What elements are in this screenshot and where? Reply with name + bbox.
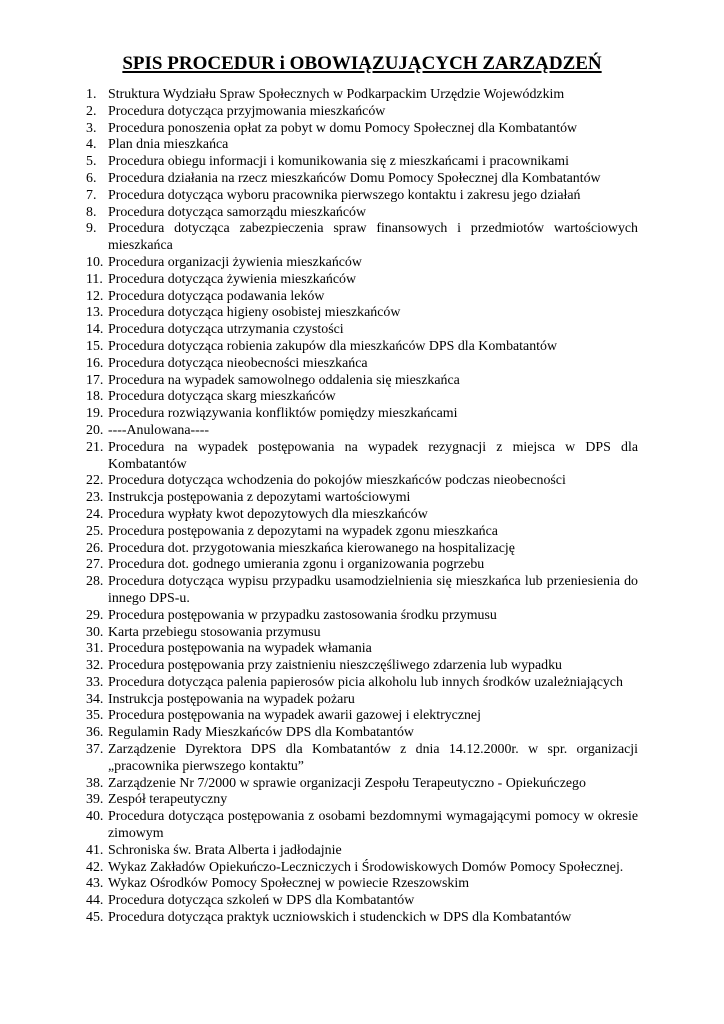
list-item-text: Procedura dotycząca palenia papierosów picia alkoholu lub innych środków uzależniających xyxy=(108,674,623,690)
list-item-number: 37. xyxy=(86,742,104,758)
list-item xyxy=(86,625,638,642)
list-item-text: Procedura dotycząca higieny osobistej mieszkańców xyxy=(108,305,401,321)
list-item-text: Procedura na wypadek postępowania na wypadek rezygnacji z miejsca w DPS dla Kombatantów xyxy=(108,439,638,472)
list-item-number: 2. xyxy=(86,103,97,119)
list-item xyxy=(86,574,638,608)
list-item xyxy=(86,708,638,725)
list-item xyxy=(86,692,638,709)
list-item-number: 21. xyxy=(86,439,104,455)
list-item-text: Procedura dotycząca praktyk uczniowskich i studenckich w DPS dla Kombatantów xyxy=(108,910,572,926)
list-item-number: 24. xyxy=(86,506,104,522)
list-item xyxy=(86,843,638,860)
list-item-text: Procedura dotycząca szkoleń w DPS dla Kombatantów xyxy=(108,893,415,909)
list-item-number: 39. xyxy=(86,792,104,808)
list-item-number: 35. xyxy=(86,708,104,724)
list-item xyxy=(86,289,638,306)
list-item xyxy=(86,776,638,793)
list-item-number: 23. xyxy=(86,490,104,506)
list-item xyxy=(86,137,638,154)
list-item-text: Wykaz Zakładów Opiekuńczo-Leczniczych i Środowiskowych Domów Pomocy Społecznej. xyxy=(108,859,624,875)
procedure-list xyxy=(86,87,638,927)
list-item-text: Procedura dot. godnego umierania zgonu i organizowania pogrzebu xyxy=(108,557,485,573)
list-item xyxy=(86,440,638,474)
list-item xyxy=(86,557,638,574)
list-item xyxy=(86,675,638,692)
list-item-text: Procedura dotycząca utrzymania czystości xyxy=(108,322,344,338)
document-title: SPIS PROCEDUR i OBOWIĄZUJĄCYCH ZARZĄDZEŃ xyxy=(122,53,602,74)
list-item-number: 19. xyxy=(86,406,104,422)
list-item-text: Zespół terapeutyczny xyxy=(108,792,228,808)
list-item-number: 42. xyxy=(86,859,104,875)
list-item-number: 33. xyxy=(86,674,104,690)
list-item-number: 41. xyxy=(86,842,104,858)
list-item xyxy=(86,910,638,927)
list-item-number: 29. xyxy=(86,607,104,623)
list-item-number: 5. xyxy=(86,154,97,170)
list-item xyxy=(86,356,638,373)
list-item-number: 36. xyxy=(86,725,104,741)
list-item-number: 30. xyxy=(86,624,104,640)
list-item-number: 38. xyxy=(86,775,104,791)
list-item-number: 40. xyxy=(86,809,104,825)
list-item xyxy=(86,154,638,171)
list-item-number: 18. xyxy=(86,389,104,405)
list-item-text: Procedura dotycząca przyjmowania mieszkańców xyxy=(108,103,386,119)
list-item xyxy=(86,104,638,121)
list-item-number: 15. xyxy=(86,338,104,354)
list-item xyxy=(86,742,638,776)
list-item-text: Struktura Wydziału Spraw Społecznych w Podkarpackim Urzędzie Wojewódzkim xyxy=(108,87,565,102)
list-item-text: Procedura dotycząca samorządu mieszkańców xyxy=(108,204,367,220)
list-item xyxy=(86,860,638,877)
list-item xyxy=(86,255,638,272)
list-item xyxy=(86,171,638,188)
list-item-text: Wykaz Ośrodków Pomocy Społecznej w powiecie Rzeszowskim xyxy=(108,876,470,892)
list-item-text: Procedura dotycząca żywienia mieszkańców xyxy=(108,271,356,287)
list-item xyxy=(86,272,638,289)
list-item xyxy=(86,322,638,339)
list-item-text: Karta przebiegu stosowania przymusu xyxy=(108,624,321,640)
list-item-text: Procedura postępowania przy zaistnieniu nieszczęśliwego zdarzenia lub wypadku xyxy=(108,658,562,674)
list-item-text: Procedura dotycząca zabezpieczenia spraw finansowych i przedmiotów wartościowych mieszkańca xyxy=(108,221,638,254)
list-item xyxy=(86,507,638,524)
list-item-text: Procedura obiegu informacji i komunikowania się z mieszkańcami i pracownikami xyxy=(108,154,569,170)
list-item-text: Plan dnia mieszkańca xyxy=(108,137,229,153)
list-item-text: Procedura rozwiązywania konfliktów pomiędzy mieszkańcami xyxy=(108,406,458,422)
list-item xyxy=(86,87,638,104)
list-item-text: Procedura organizacji żywienia mieszkańców xyxy=(108,254,362,270)
list-item-text: Procedura dotycząca skarg mieszkańców xyxy=(108,389,336,405)
list-item xyxy=(86,389,638,406)
list-item xyxy=(86,641,638,658)
list-item xyxy=(86,725,638,742)
list-item-text: Procedura dotycząca wchodzenia do pokojów mieszkańców podczas nieobecności xyxy=(108,473,566,489)
list-item-text: Procedura postępowania na wypadek włamania xyxy=(108,641,372,657)
list-item-number: 25. xyxy=(86,523,104,539)
list-item-number: 1. xyxy=(86,87,97,102)
list-item xyxy=(86,339,638,356)
list-item xyxy=(86,524,638,541)
list-item-number: 16. xyxy=(86,355,104,371)
list-item-text: Procedura dotycząca nieobecności mieszkańca xyxy=(108,355,368,371)
list-item-text: Schroniska św. Brata Alberta i jadłodajnie xyxy=(108,842,342,858)
list-item-number: 44. xyxy=(86,893,104,909)
list-item-number: 12. xyxy=(86,288,104,304)
list-item-number: 13. xyxy=(86,305,104,321)
list-item-text: Procedura dotycząca podawania leków xyxy=(108,288,325,304)
list-item-number: 6. xyxy=(86,170,97,186)
list-item-number: 22. xyxy=(86,473,104,489)
list-item-text: Procedura wypłaty kwot depozytowych dla mieszkańców xyxy=(108,506,428,522)
list-item-number: 9. xyxy=(86,221,97,237)
list-item-number: 28. xyxy=(86,574,104,590)
list-item xyxy=(86,205,638,222)
list-item-number: 3. xyxy=(86,120,97,136)
list-item-number: 14. xyxy=(86,322,104,338)
list-item xyxy=(86,490,638,507)
list-item xyxy=(86,406,638,423)
list-item xyxy=(86,893,638,910)
list-item-number: 11. xyxy=(86,271,103,287)
list-item-number: 27. xyxy=(86,557,104,573)
list-item-number: 7. xyxy=(86,187,97,203)
list-item xyxy=(86,658,638,675)
list-item-number: 17. xyxy=(86,372,104,388)
list-item-number: 34. xyxy=(86,691,104,707)
list-item-number: 45. xyxy=(86,910,104,926)
list-item-number: 26. xyxy=(86,540,104,556)
list-item-text: Instrukcja postępowania na wypadek pożaru xyxy=(108,691,355,707)
list-item-number: 43. xyxy=(86,876,104,892)
list-item xyxy=(86,809,638,843)
list-item-number: 4. xyxy=(86,137,97,153)
list-item xyxy=(86,221,638,255)
list-item xyxy=(86,473,638,490)
list-item xyxy=(86,608,638,625)
list-item xyxy=(86,541,638,558)
list-item xyxy=(86,876,638,893)
list-item-number: 20. xyxy=(86,422,104,438)
list-item xyxy=(86,792,638,809)
list-item-text: Procedura dot. przygotowania mieszkańca kierowanego na hospitalizację xyxy=(108,540,515,556)
list-item-number: 32. xyxy=(86,658,104,674)
list-item-text: Zarządzenie Nr 7/2000 w sprawie organizacji Zespołu Terapeutyczno - Opiekuńczego xyxy=(108,775,586,791)
list-item-number: 8. xyxy=(86,204,97,220)
list-item-text: Procedura dotycząca wyboru pracownika pierwszego kontaktu i zakresu jego działań xyxy=(108,187,581,203)
list-item-text: Procedura na wypadek samowolnego oddalenia się mieszkańca xyxy=(108,372,460,388)
list-item xyxy=(86,188,638,205)
list-item-text: ----Anulowana---- xyxy=(108,422,210,438)
list-item xyxy=(86,305,638,322)
list-item-text: Procedura ponoszenia opłat za pobyt w domu Pomocy Społecznej dla Kombatantów xyxy=(108,120,578,136)
list-item xyxy=(86,373,638,390)
list-item-text: Procedura działania na rzecz mieszkańców Domu Pomocy Społecznej dla Kombatantów xyxy=(108,170,601,186)
list-item-text: Zarządzenie Dyrektora DPS dla Kombatantów z dnia 14.12.2000r. w spr. organizacji „pracownika pierwszego kontaktu” xyxy=(108,742,638,774)
list-item-number: 10. xyxy=(86,254,104,270)
list-item xyxy=(86,423,638,440)
list-item-number: 31. xyxy=(86,641,104,657)
list-item-text: Procedura postępowania z depozytami na wypadek zgonu mieszkańca xyxy=(108,523,498,539)
list-item-text: Regulamin Rady Mieszkańców DPS dla Kombatantów xyxy=(108,725,414,741)
list-item-text: Instrukcja postępowania z depozytami wartościowymi xyxy=(108,490,411,506)
list-item-text: Procedura dotycząca postępowania z osobami bezdomnymi wymagającymi pomocy w okresie zimowym xyxy=(108,809,638,842)
list-item-text: Procedura dotycząca robienia zakupów dla mieszkańców DPS dla Kombatantów xyxy=(108,338,557,354)
list-item-text: Procedura dotycząca wypisu przypadku usamodzielnienia się mieszkańca lub przeniesienia do innego DPS-u. xyxy=(108,574,638,606)
list-item-text: Procedura postępowania w przypadku zastosowania środku przymusu xyxy=(108,607,497,623)
list-item xyxy=(86,121,638,138)
list-item-text: Procedura postępowania na wypadek awarii gazowej i elektrycznej xyxy=(108,708,481,724)
